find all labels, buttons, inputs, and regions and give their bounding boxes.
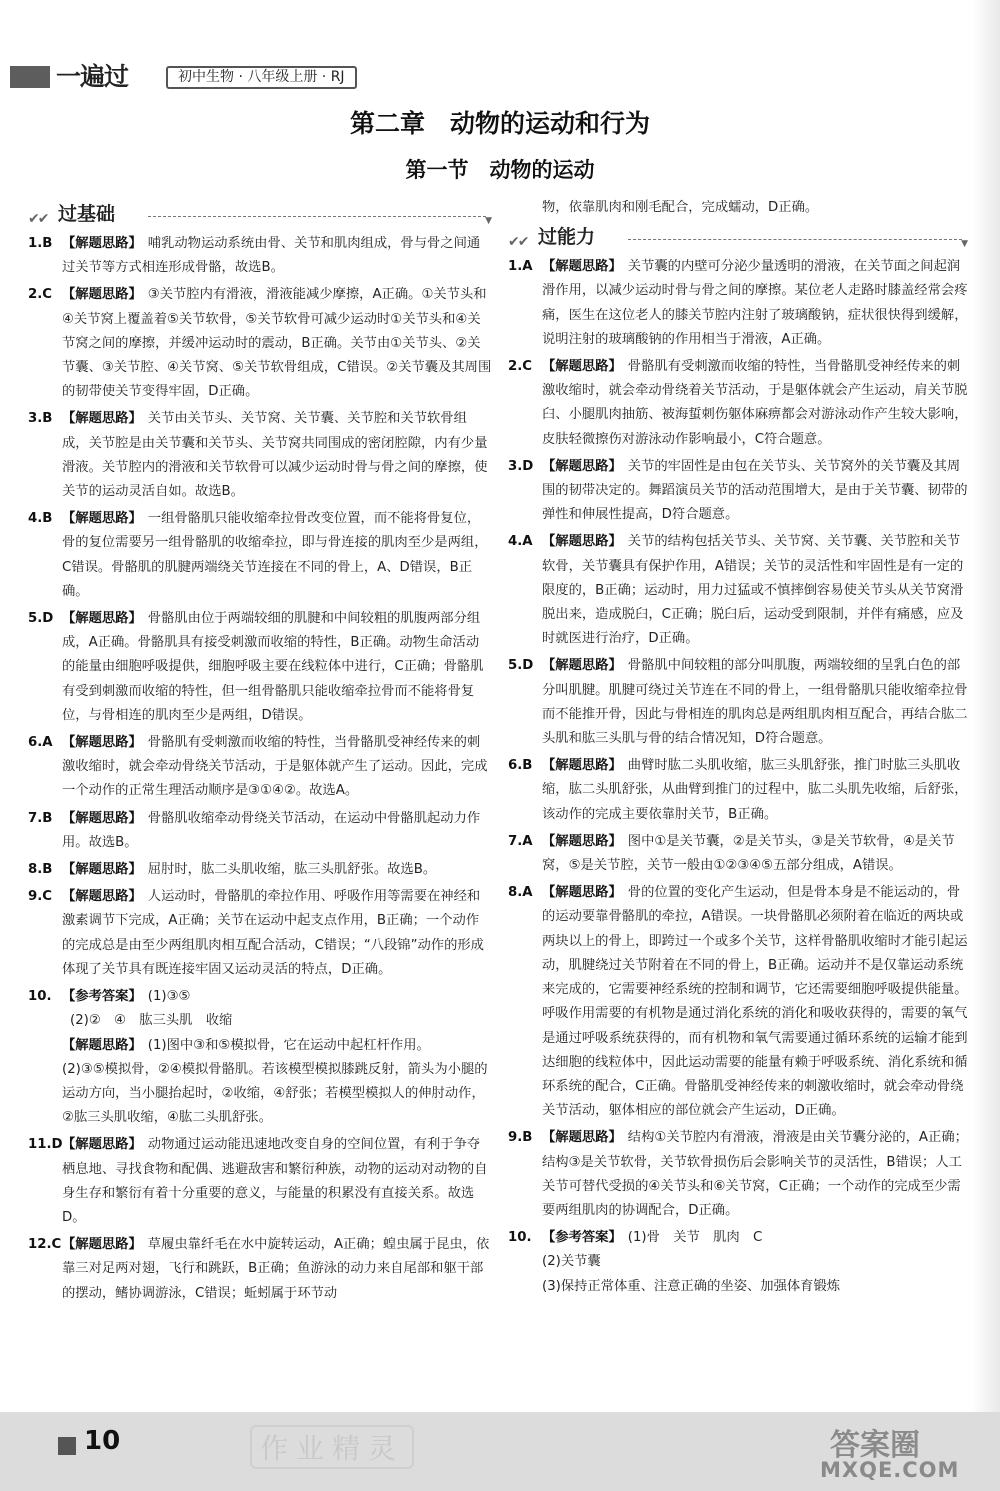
answer-text: 屈肘时，肱二头肌收缩，肱三头肌舒张。故选B。 — [147, 862, 437, 878]
answer-item-5 — [28, 607, 492, 728]
answer-number: 11.D — [28, 1137, 63, 1153]
answer-text: 动物通过运动能迅速地改变自身的空间位置，有利于争夺栖息地、寻找食物和配偶、逃避敌害和繁衍种族，动物的运动对动物的自身生存和繁衍有着十分重要的意义，与能量的积累没有直接关系。故选D。 — [62, 1137, 488, 1225]
answer-tag: 【解题思路】 — [62, 236, 142, 251]
answer-tag: 【参考答案】 — [62, 989, 142, 1005]
answer-number: 9.B — [508, 1130, 533, 1146]
answer-item-6 — [28, 731, 492, 804]
answer-item-2 — [28, 283, 492, 404]
answer-item-12 — [28, 1233, 492, 1306]
answer-text: 一组骨骼肌只能收缩牵拉骨改变位置，而不能将骨复位，骨的复位需要另一组骨骼肌的收缩牵拉，即与骨连接的肌肉至少是两组，C错误。骨骼肌的肌腱两端绕关节连接在不同的骨上，A、D错误，B正确。 — [62, 511, 488, 599]
answer-tag: 【解题思路】 — [542, 885, 622, 901]
answer-item-8 — [508, 881, 968, 1123]
banner-title: 过基础 — [58, 203, 116, 225]
answer-tag: 【解题思路】 — [62, 862, 142, 878]
answer-tag: 【解题思路】 — [62, 511, 142, 527]
answer-text: 骨骼肌中间较粗的部分叫肌腹，两端较细的呈乳白色的部分叫肌腱。肌腱可绕过关节连在不同的骨上，一组骨骼肌只能收缩牵拉骨而不能推开骨，因此与骨相连的肌肉总是两组肌肉相互配合，再结合肱二头肌和肱三头肌与骨的结合情况知，D符合题意。 — [542, 658, 968, 747]
answer-number: 2.C — [508, 359, 533, 375]
answer-item-9 — [28, 885, 492, 982]
answer-text: 图中①是关节囊，②是关节头，③是关节软骨，④是关节窝，⑤是关节腔，关节一般由①②③④⑤五部分组成，A错误。 — [542, 833, 955, 874]
answer-item-1 — [28, 232, 492, 280]
answer-text: 骨骼肌有受刺激而收缩的特性，当骨骼肌受神经传来的刺激收缩时，就会牵动骨绕着关节活动，于是躯体就会产生运动，肩关节脱臼、小腿肌肉抽筋、被海蜇刺伤躯体麻痹都会对游泳动作产生较大影响，皮肤轻微擦伤对游泳动作影响最小，C符合题意。 — [542, 359, 968, 447]
brand-logo: 一遍过 — [56, 62, 129, 91]
answer-item-4 — [508, 530, 968, 651]
answer-key-3: (3)保持正常体重、注意正确的坐姿、加强体育锻炼 — [542, 1278, 841, 1294]
answer-tag: 【解题思路】 — [62, 735, 142, 751]
answer-text: 结构①关节腔内有滑液，滑液是由关节囊分泌的，A正确；结构③是关节软骨，关节软骨损伤后会影响关节的灵活性，B错误；人工关节可替代受损的④关节头和⑥关节窝，C正确；一个动作的完成至少需要两组肌肉的协调配合，D正确。 — [542, 1130, 968, 1218]
answer-tag: 【解题思路】 — [62, 611, 142, 627]
answer-text: (2)③⑤模拟骨，②④模拟骨骼肌。若该模型模拟膝跳反射，箭头为小腿的运动方向，当小腿抬起时，②收缩，④舒张；若模型模拟人的伸肘动作，②肱三头肌收缩，④肱二头肌舒张。 — [62, 1061, 488, 1126]
answer-item-9 — [508, 1126, 968, 1223]
answer-number: 12.C — [28, 1237, 62, 1253]
answer-tag: 【解题思路】 — [542, 359, 622, 375]
answer-number: 6.A — [28, 735, 53, 751]
answer-number: 2.C — [28, 287, 53, 303]
answer-text: ③关节腔内有滑液，滑液能减少摩擦，A正确。①关节头和④关节窝上覆盖着⑤关节软骨，⑤关节软骨可减少运动时①关节头和④关节窝之间的摩擦，并缓冲运动时的震动，B正确。关节由①关节头、②关节囊、③关节腔、④关节窝、⑤关节软骨组成，C错误。②关节囊及其周围的韧带使关节变得牢固，D正确。 — [62, 287, 492, 400]
answer-number: 1.B — [28, 236, 53, 251]
answer-item-5 — [508, 654, 968, 751]
answer-number: 9.C — [28, 889, 53, 905]
answer-number: 6.B — [508, 758, 533, 774]
watermark-left: 作业精灵 — [250, 1425, 414, 1469]
answer-number: 3.B — [28, 411, 53, 427]
answer-text: 哺乳动物运动系统由骨、关节和肌肉组成，骨与骨之间通过关节等方式相连形成骨骼，故选B。 — [62, 236, 481, 276]
ability-section-banner — [508, 223, 968, 253]
banner-check-icon: ✔✔ — [508, 234, 528, 251]
answer-key-1: (1)③⑤ — [147, 989, 191, 1005]
answer-continuation: 物，依靠肌肉和刚毛配合，完成蠕动，D正确。 — [542, 200, 819, 215]
answer-key-1: (1)骨 关节 肌肉 C — [627, 1230, 763, 1246]
answer-tag: 【解题思路】 — [62, 287, 142, 303]
answer-tag: 【解题思路】 — [62, 1137, 142, 1153]
answer-tag: 【解题思路】 — [542, 758, 622, 774]
answer-item-6 — [508, 754, 968, 827]
answer-tag: 【解题思路】 — [542, 1130, 622, 1146]
answer-item-10 — [508, 1226, 968, 1299]
answer-item-10 — [28, 985, 492, 1130]
banner-title: 过能力 — [538, 226, 596, 249]
answer-text: 骨骼肌收缩牵动骨绕关节活动，在运动中骨骼肌起动力作用。故选B。 — [62, 810, 481, 850]
basic-section-banner — [28, 200, 492, 230]
answer-tag: 【解题思路】 — [542, 833, 622, 849]
answer-item-11 — [28, 1133, 492, 1230]
banner-triangle-icon: ▼ — [961, 239, 968, 250]
answer-item-7 — [508, 830, 968, 878]
answer-number: 7.A — [508, 833, 533, 849]
answer-key-2: (2)关节囊 — [542, 1254, 601, 1270]
answer-tag: 【解题思路】 — [62, 1037, 142, 1053]
answer-number: 5.D — [508, 658, 534, 674]
page-number-marker — [58, 1437, 76, 1455]
banner-divider — [148, 216, 486, 217]
header-bar — [10, 66, 50, 88]
banner-triangle-icon: ▼ — [485, 216, 492, 226]
answer-tag: 【解题思路】 — [542, 259, 622, 275]
answer-tag: 【解题思路】 — [542, 458, 622, 474]
answer-text: 骨骼肌有受刺激而收缩的特性，当骨骼肌受神经传来的刺激收缩时，就会牵动骨绕关节活动，于是躯体就产生了运动。因此，完成一个动作的正常生理活动顺序是③①④②。故选A。 — [62, 735, 488, 799]
answer-text: 关节由关节头、关节窝、关节囊、关节腔和关节软骨组成，关节腔是由关节囊和关节头、关节窝共同围成的密闭腔隙，内有少量滑液。关节腔内的滑液和关节软骨可以减少运动时骨与骨之间的摩擦，使关节的运动灵活自如。故选B。 — [62, 411, 488, 500]
answer-number: 1.A — [508, 259, 533, 275]
answer-text: 人运动时，骨骼肌的牵拉作用、呼吸作用等需要在神经和激素调节下完成，A正确；关节在运动中起支点作用，B正确；一个动作的完成总是由至少两组肌肉相互配合活动，C错误；“八段锦”动作的形成体现了关节具有既连接牢固又运动灵活的特点，D正确。 — [62, 889, 484, 977]
left-column — [28, 200, 492, 1400]
series-label: 初中生物 · 八年级上册 · RJ — [166, 66, 357, 89]
banner-check-icon: ✔✔ — [28, 211, 48, 227]
section-title: 第一节 动物的运动 — [405, 158, 595, 182]
answer-text: 关节的结构包括关节头、关节窝、关节囊、关节腔和关节软骨，关节囊具有保护作用，A错误；关节的灵活性和牢固性是有一定的限度的，B正确；运动时，用力过猛或不慎摔倒容易使关节头从关节窝滑脱出来，造成脱臼，C正确；脱臼后，运动受到限制，并伴有痛感，应及时就医进行治疗，D正确。 — [542, 534, 964, 647]
answer-number: 8.B — [28, 862, 53, 878]
answer-text: (1)图中③和⑤模拟骨，它在运动中起杠杆作用。 — [147, 1037, 430, 1053]
answer-tag: 【解题思路】 — [62, 810, 142, 826]
page-number: 10 — [84, 1426, 121, 1456]
watermark-url: MXQE.COM — [820, 1458, 960, 1482]
answer-number: 10. — [508, 1230, 532, 1246]
answer-text: 关节囊的内壁可分泌少量透明的滑液，在关节面之间起润滑作用，以减少运动时骨与骨之间的摩擦。某位老人走路时膝盖经常会疼痛，医生在这位老人的膝关节腔内注射了玻璃酸钠，症状很快得到缓解，说明注射的玻璃酸钠的作用相当于滑液，A正确。 — [542, 259, 968, 347]
watermark-brand: 答案圈 — [830, 1428, 920, 1463]
answer-text: 骨的位置的变化产生运动，但是骨本身是不能运动的，骨的运动要靠骨骼肌的牵拉，A错误。一块骨骼肌必须附着在临近的两块或两块以上的骨上，即跨过一个或多个关节，这样骨骼肌收缩时才能引起运动，肌腱绕过关节附着在不同的骨上，B正确。运动并不是仅靠运动系统来完成的，它需要神经系统的控制和调节，它还需要细胞呼吸提供能量。呼吸作用需要的有机物是通过消化系统的消化和吸收获得的，需要的氧气是通过呼吸系统获得的，而有机物和氧气需要通过循环系统的运输才能到达细胞的线粒体中，因此运动需要的能量有赖于呼吸系统、消化系统和循环系统的配合，C正确。骨骼肌受神经传来的刺激收缩时，就会牵动骨绕关节活动，躯体相应的部位就会产生运动，D正确。 — [542, 885, 968, 1119]
answer-tag: 【解题思路】 — [542, 658, 622, 674]
answer-number: 3.D — [508, 458, 534, 474]
answer-number: 5.D — [28, 611, 54, 627]
answer-text: 草履虫靠纤毛在水中旋转运动，A正确；蝗虫属于昆虫，依靠三对足两对翅，飞行和跳跃，B正确；鱼游泳的动力来自尾部和躯干部的摆动，鳍协调游泳，C错误；蚯蚓属于环节动 — [62, 1237, 490, 1301]
answer-text: 曲臂时肱二头肌收缩，肱三头肌舒张，推门时肱三头肌收缩，肱二头肌舒张，从曲臂到推门的过程中，肱二头肌先收缩，后舒张，该动作的完成主要依靠肘关节，B正确。 — [542, 758, 968, 822]
answer-tag: 【解题思路】 — [542, 534, 622, 550]
answer-tag: 【解题思路】 — [62, 411, 142, 427]
answer-item-7 — [28, 807, 492, 855]
answer-text: 骨骼肌由位于两端较细的肌腱和中间较粗的肌腹两部分组成，A正确。骨骼肌具有接受刺激而收缩的特性，B正确。动物生命活动的能量由细胞呼吸提供，细胞呼吸主要在线粒体中进行，C正确；骨骼肌有受到刺激而收缩的特性，但一组骨骼肌只能收缩牵拉骨而不能将骨复位，与骨相连的肌肉至少是两组，D错误。 — [62, 611, 484, 723]
answer-tag: 【解题思路】 — [62, 1237, 142, 1253]
answer-item-8 — [28, 858, 492, 882]
answer-key-2: (2)② ④ 肱三头肌 收缩 — [70, 1013, 233, 1029]
answer-item-1 — [508, 255, 968, 352]
right-column — [508, 196, 968, 1406]
answer-item-2 — [508, 355, 968, 452]
answer-tag: 【参考答案】 — [542, 1230, 622, 1246]
banner-divider — [628, 239, 962, 240]
answer-item-4 — [28, 507, 492, 604]
answer-item-3 — [508, 455, 968, 528]
answer-tag: 【解题思路】 — [62, 889, 142, 905]
chapter-title: 第二章 动物的运动和行为 — [349, 109, 650, 138]
answer-number: 4.A — [508, 534, 533, 550]
answer-number: 10. — [28, 989, 52, 1005]
answer-item-3 — [28, 407, 492, 504]
answer-text: 关节的牢固性是由包在关节头、关节窝外的关节囊及其周围的韧带决定的。舞蹈演员关节的活动范围增大，是由于关节囊、韧带的弹性和伸展性提高，D符合题意。 — [542, 458, 968, 523]
page-header — [10, 62, 610, 92]
answer-number: 4.B — [28, 511, 53, 527]
page-edge-shadow — [972, 0, 1000, 1491]
answer-number: 7.B — [28, 810, 53, 826]
answer-number: 8.A — [508, 885, 533, 901]
